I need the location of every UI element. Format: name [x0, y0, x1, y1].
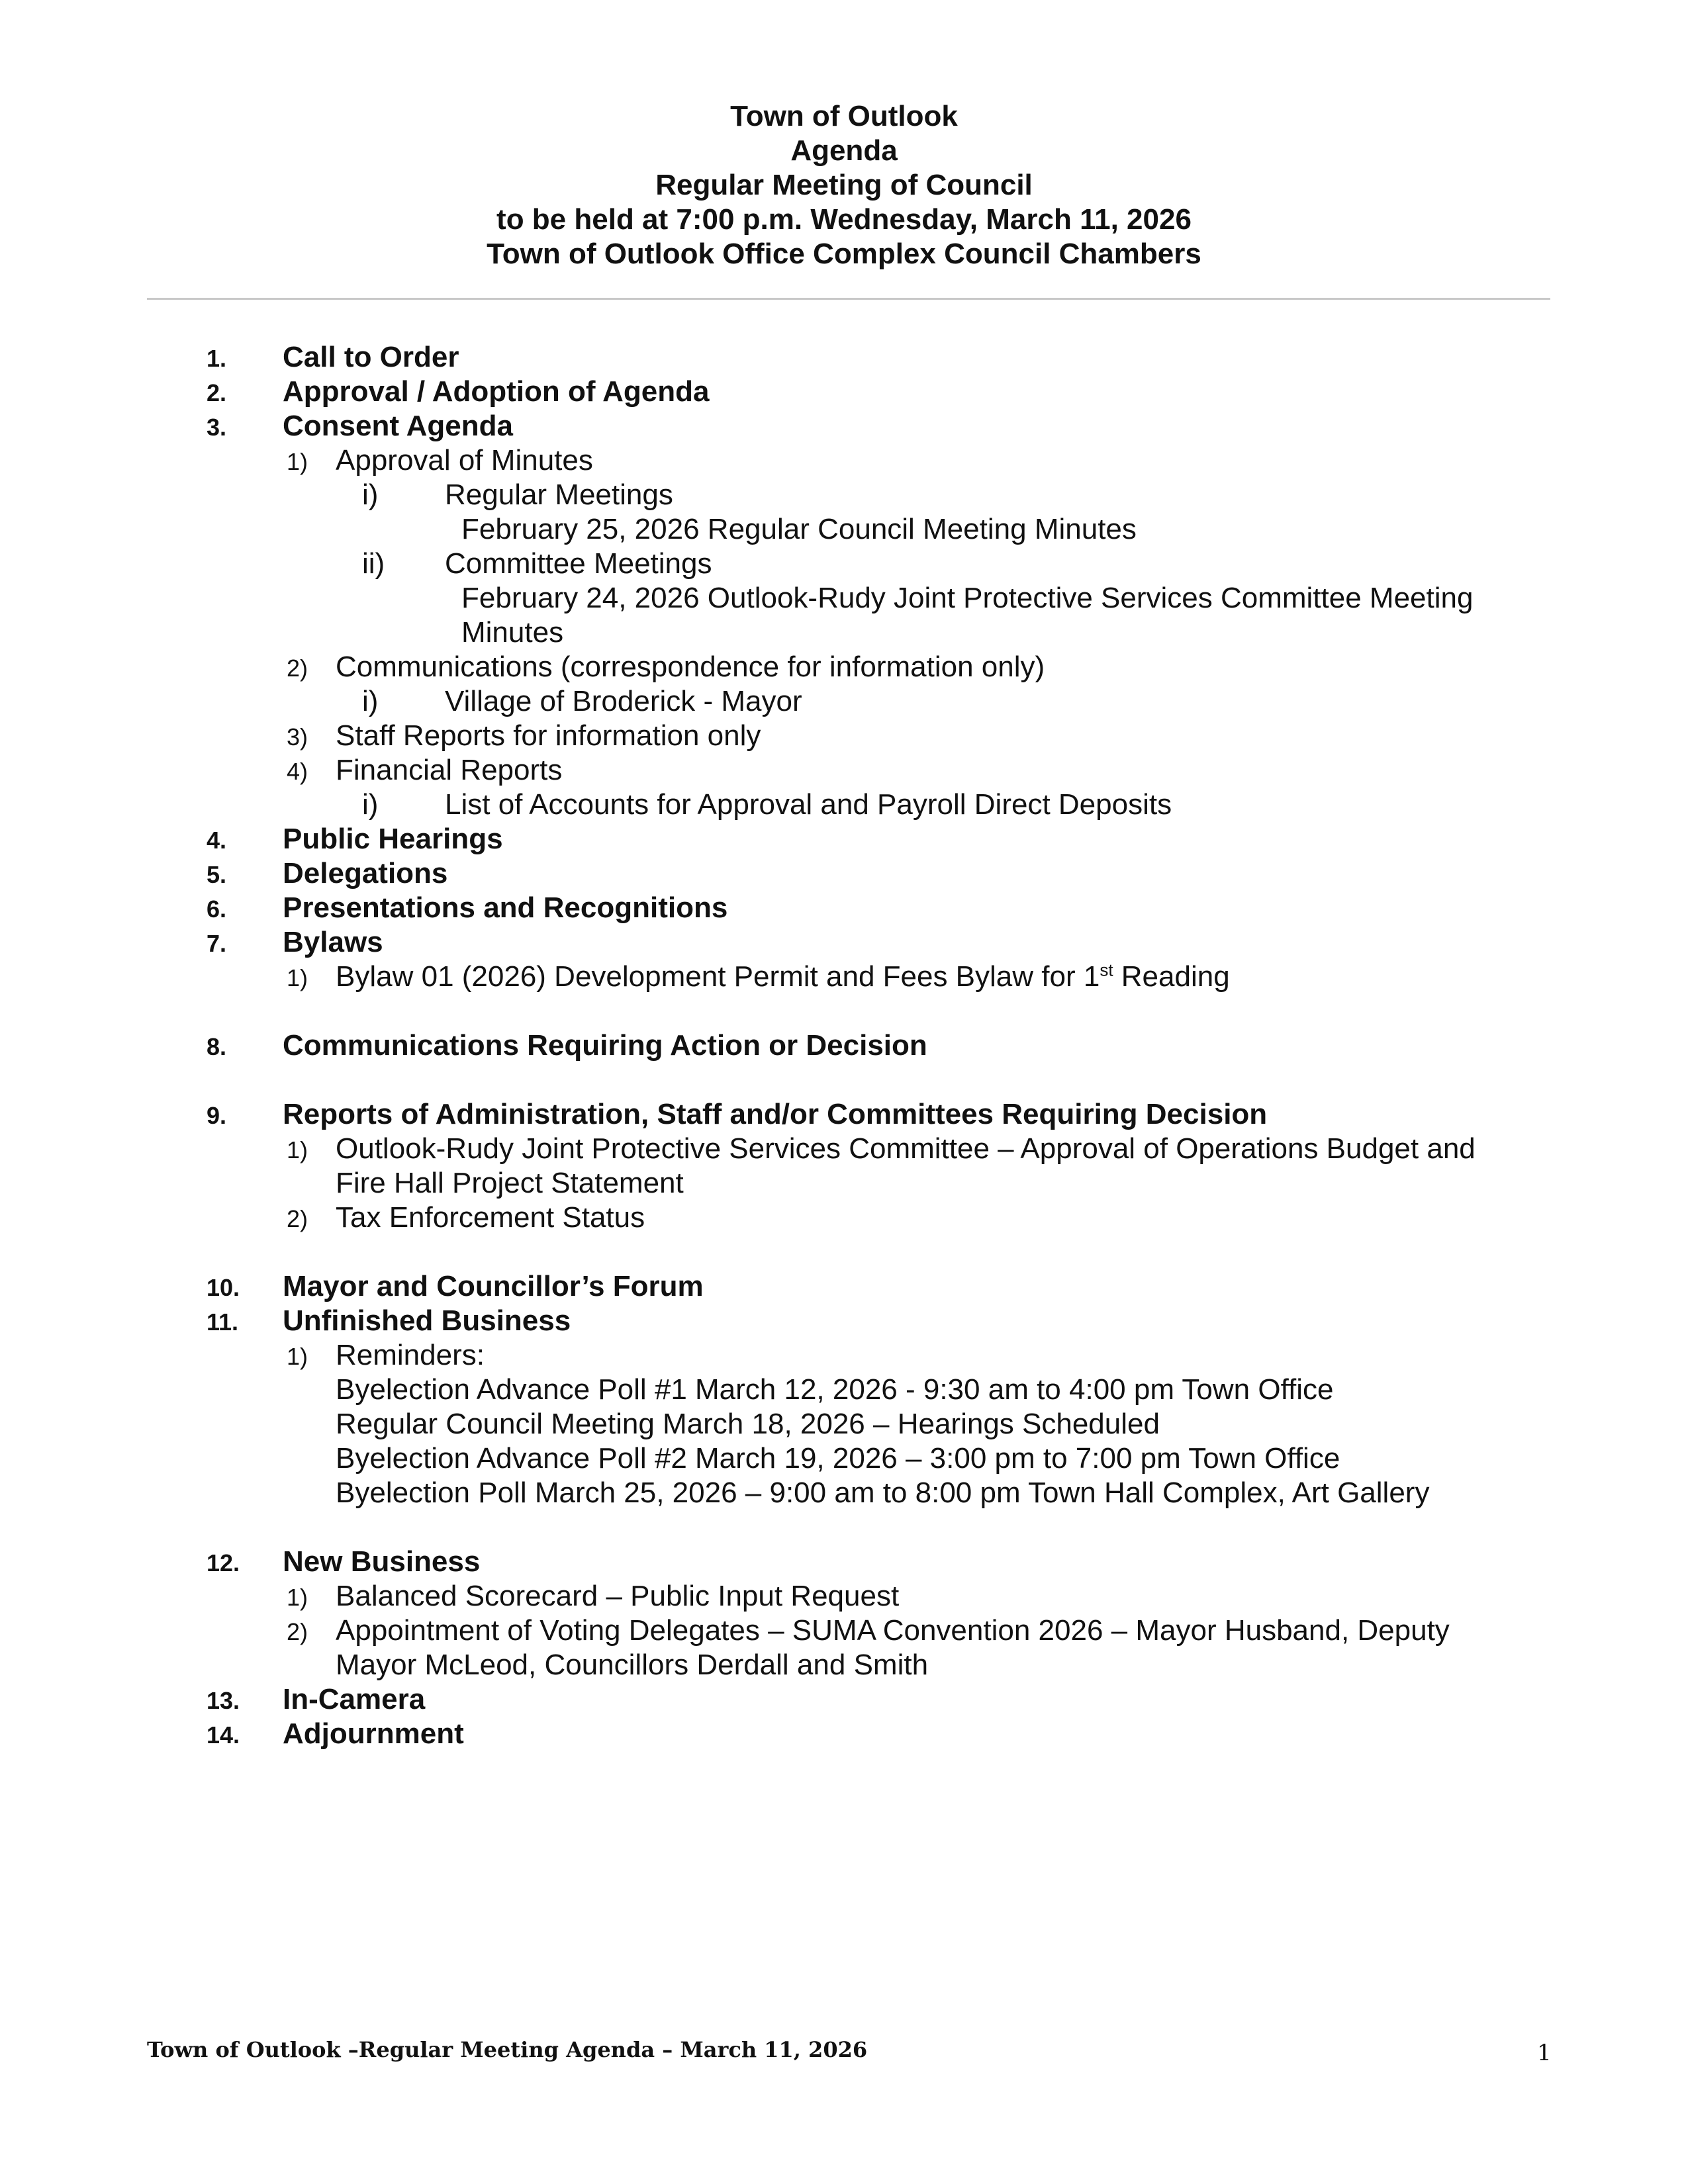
detail-line — [0, 582, 1688, 616]
subitem-continuation — [0, 1649, 1688, 1683]
ordinal-suffix: st — [1100, 960, 1113, 980]
bylaw-text: Bylaw 01 (2026) Development Permit and Fees Bylaw for 1 — [336, 960, 1100, 993]
item-title: In-Camera — [283, 1683, 426, 1715]
detail-line — [0, 513, 1688, 547]
agenda-item-9 — [0, 1098, 1688, 1132]
item-number: 7. — [207, 930, 227, 957]
item-number: 1. — [207, 345, 227, 372]
item-title: Call to Order — [283, 341, 459, 373]
roman-item-regular-meetings — [0, 478, 1688, 513]
spacer — [0, 1236, 1688, 1270]
subitem-tax-enforcement — [0, 1201, 1688, 1236]
reminder-line — [0, 1477, 1688, 1511]
subitem-number: 3) — [287, 723, 308, 751]
subitem-number: 1) — [287, 1584, 308, 1611]
item-title: Public Hearings — [283, 823, 503, 855]
subitem-number: 2) — [287, 655, 308, 682]
agenda-item-12 — [0, 1545, 1688, 1580]
town-name: Town of Outlook — [730, 100, 958, 132]
agenda-item-14 — [0, 1717, 1688, 1752]
subitem-communications — [0, 651, 1688, 685]
roman-number: i) — [362, 685, 379, 717]
item-title: Communications Requiring Action or Decision — [283, 1029, 927, 1062]
subitem-continuation — [0, 1167, 1688, 1201]
agenda-item-1 — [0, 341, 1688, 375]
subitem-text: Outlook-Rudy Joint Protective Services Committee – Approval of Operations Budget and — [336, 1132, 1476, 1165]
item-number: 11. — [207, 1308, 239, 1336]
roman-text: Regular Meetings — [445, 478, 673, 511]
agenda-item-13 — [0, 1683, 1688, 1717]
roman-number: i) — [362, 788, 379, 821]
header-divider — [147, 298, 1550, 300]
item-title: Consent Agenda — [283, 410, 513, 442]
item-title: Unfinished Business — [283, 1304, 571, 1337]
subitem-financial-reports — [0, 754, 1688, 788]
agenda-item-8 — [0, 1029, 1688, 1064]
reminder-line — [0, 1373, 1688, 1408]
roman-item-broderick — [0, 685, 1688, 719]
detail-text: February 25, 2026 Regular Council Meeting Minutes — [461, 513, 1137, 545]
document-header — [0, 99, 1688, 271]
agenda-item-2 — [0, 375, 1688, 410]
agenda-item-6 — [0, 891, 1688, 926]
subitem-text: Balanced Scorecard – Public Input Request — [336, 1580, 900, 1612]
item-number: 5. — [207, 861, 227, 888]
item-title: Mayor and Councillor’s Forum — [283, 1270, 704, 1302]
subitem-reminders — [0, 1339, 1688, 1373]
item-number: 8. — [207, 1033, 227, 1060]
subitem-number: 1) — [287, 1343, 308, 1370]
roman-number: i) — [362, 478, 379, 511]
subitem-approval-of-minutes — [0, 444, 1688, 478]
subitem-bylaw-01 — [0, 960, 1688, 995]
subitem-text: Tax Enforcement Status — [336, 1201, 645, 1234]
item-number: 13. — [207, 1687, 240, 1714]
detail-text: Minutes — [461, 616, 564, 649]
agenda-list — [0, 341, 1688, 1752]
detail-text: February 24, 2026 Outlook-Rudy Joint Protective Services Committee Meeting — [461, 582, 1474, 614]
reminder-text: Byelection Poll March 25, 2026 – 9:00 am to 8:00 pm Town Hall Complex, Art Gallery — [336, 1477, 1430, 1509]
item-number: 9. — [207, 1102, 227, 1129]
agenda-item-7 — [0, 926, 1688, 960]
subitem-text: Financial Reports — [336, 754, 563, 786]
subitem-number: 1) — [287, 1136, 308, 1163]
subitem-staff-reports — [0, 719, 1688, 754]
item-title: New Business — [283, 1545, 481, 1578]
subitem-number: 4) — [287, 758, 308, 785]
spacer — [0, 1064, 1688, 1098]
agenda-item-5 — [0, 857, 1688, 891]
subitem-text — [336, 960, 1230, 993]
page-footer: Town of Outlook –Regular Meeting Agenda – March 11, 2026 — [147, 2037, 868, 2062]
agenda-item-11 — [0, 1304, 1688, 1339]
subitem-voting-delegates — [0, 1614, 1688, 1649]
subitem-number: 2) — [287, 1205, 308, 1232]
item-title: Presentations and Recognitions — [283, 891, 728, 924]
item-title: Bylaws — [283, 926, 383, 958]
document-type: Agenda — [790, 134, 898, 167]
item-title: Approval / Adoption of Agenda — [283, 375, 710, 408]
subitem-text: Mayor McLeod, Councillors Derdall and Smith — [336, 1649, 929, 1681]
reminder-text: Byelection Advance Poll #1 March 12, 2026 - 9:30 am to 4:00 pm Town Office — [336, 1373, 1334, 1406]
reminder-line — [0, 1408, 1688, 1442]
subitem-text: Appointment of Voting Delegates – SUMA Convention 2026 – Mayor Husband, Deputy — [336, 1614, 1450, 1647]
subitem-text: Reminders: — [336, 1339, 485, 1371]
agenda-item-4 — [0, 823, 1688, 857]
roman-item-committee-meetings — [0, 547, 1688, 582]
subitem-text: Approval of Minutes — [336, 444, 593, 477]
spacer — [0, 1511, 1688, 1545]
subitem-number: 1) — [287, 964, 308, 991]
item-number: 12. — [207, 1549, 240, 1576]
item-number: 4. — [207, 827, 227, 854]
item-number: 14. — [207, 1721, 240, 1749]
page-number: 1 — [1537, 2040, 1552, 2066]
subitem-text: Communications (correspondence for information only) — [336, 651, 1045, 683]
roman-text: Committee Meetings — [445, 547, 712, 580]
detail-line — [0, 616, 1688, 651]
meeting-datetime: to be held at 7:00 p.m. Wednesday, March 11, 2026 — [496, 203, 1192, 236]
subitem-text: Staff Reports for information only — [336, 719, 761, 752]
item-title: Reports of Administration, Staff and/or Committees Requiring Decision — [283, 1098, 1268, 1130]
reminder-line — [0, 1442, 1688, 1477]
item-number: 3. — [207, 414, 227, 441]
bylaw-text-end: Reading — [1113, 960, 1230, 993]
roman-number: ii) — [362, 547, 385, 580]
item-title: Delegations — [283, 857, 448, 889]
agenda-item-3 — [0, 410, 1688, 444]
subitem-number: 1) — [287, 448, 308, 475]
subitem-protective-services — [0, 1132, 1688, 1167]
agenda-item-10 — [0, 1270, 1688, 1304]
roman-item-accounts — [0, 788, 1688, 823]
item-number: 2. — [207, 379, 227, 406]
meeting-location: Town of Outlook Office Complex Council Chambers — [487, 238, 1201, 270]
spacer — [0, 995, 1688, 1029]
meeting-type: Regular Meeting of Council — [655, 169, 1033, 201]
subitem-balanced-scorecard — [0, 1580, 1688, 1614]
item-number: 6. — [207, 895, 227, 923]
reminder-text: Byelection Advance Poll #2 March 19, 2026 – 3:00 pm to 7:00 pm Town Office — [336, 1442, 1340, 1475]
subitem-number: 2) — [287, 1618, 308, 1645]
roman-text: List of Accounts for Approval and Payroll Direct Deposits — [445, 788, 1172, 821]
roman-text: Village of Broderick - Mayor — [445, 685, 802, 717]
item-number: 10. — [207, 1274, 240, 1301]
subitem-text: Fire Hall Project Statement — [336, 1167, 684, 1199]
item-title: Adjournment — [283, 1717, 464, 1750]
reminder-text: Regular Council Meeting March 18, 2026 – Hearings Scheduled — [336, 1408, 1160, 1440]
